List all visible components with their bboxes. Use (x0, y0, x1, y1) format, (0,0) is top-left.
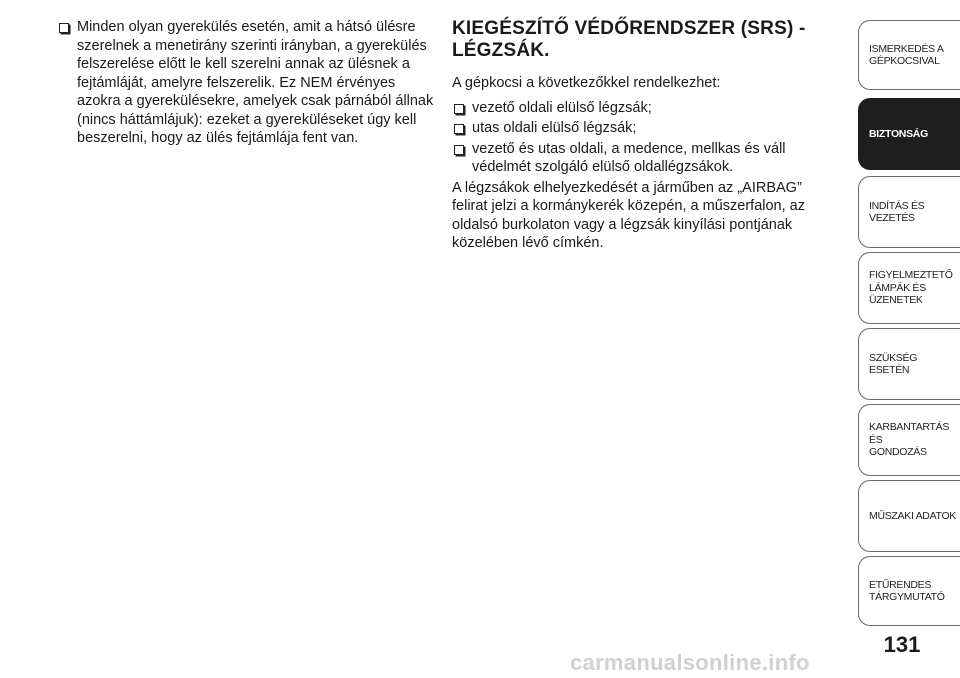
tab-karbantartas[interactable] (858, 404, 960, 476)
chapter-sidebar (858, 0, 960, 678)
tab-figyelmezteto[interactable] (858, 252, 960, 324)
tab-label: ISMERKEDÉS A GÉPKOCSIVAL (869, 42, 944, 67)
checkbox-bullet-icon (59, 23, 69, 33)
bullet-item (452, 119, 834, 138)
bullet-text: vezető és utas oldali, a medence, mellkas és váll védelmét szolgáló elülső oldallégzsákok. (472, 140, 786, 175)
right-column (452, 18, 834, 259)
watermark: carmanualsonline.info (570, 650, 810, 675)
bullet-item (452, 140, 834, 177)
tab-label: MŰSZAKI ADATOK (869, 509, 957, 522)
checkbox-bullet-icon (454, 104, 464, 114)
tab-label: FIGYELMEZTETŐ LÁMPÁK ÉS ÜZENETEK (869, 269, 953, 307)
tab-label: KARBANTARTÁS ÉS GONDOZÁS (869, 421, 950, 459)
tab-inditas[interactable] (858, 176, 960, 248)
tab-label: ETŰRENDES TÁRGYMUTATÓ (869, 578, 945, 603)
page-number: 131 (883, 632, 921, 657)
left-column (57, 18, 437, 150)
bullet-item (452, 99, 834, 118)
tab-label: BIZTONSÁG (869, 127, 928, 140)
tab-biztonsag[interactable] (858, 98, 960, 170)
tab-targymutato[interactable] (858, 556, 960, 626)
intro-text: A gépkocsi a következőkkel rendelkezhet: (452, 75, 721, 91)
checkbox-bullet-icon (454, 145, 464, 155)
section-heading: KIEGÉSZÍTŐ VÉDŐRENDSZER (SRS) - LÉGZSÁK. (452, 18, 806, 61)
bullet-item (57, 18, 437, 148)
tab-label: SZÜKSÉG ESETÉN (869, 351, 918, 376)
airbag-location-paragraph: A légzsákok elhelyezkedését a járműben az „AIRBAG” felirat jelzi a kormánykerék közepén, a műszerfalon, az oldalsó burkolaton vagy a légzsák kinyílási pontjának közelében lévő címkén. (452, 179, 805, 251)
tab-szukseg[interactable] (858, 328, 960, 400)
bullet-text: Minden olyan gyerekülés esetén, amit a hátsó ülésre szerelnek a menetirány szerinti irányban, a gyerekülés felszerelése előtt le kell szerelni annak az ülésnek a fejtámláját, amelyre felszerelik. Ez NEM érvényes azokra a gyerekülésekre, amelyek csak párnából állnak (nincs háttámlájuk): ezeket a gyereküléseket úgy kell beszerelni, hogy az ülés fejtámlája fent van. (77, 19, 434, 146)
tab-label: INDÍTÁS ÉS VEZETÉS (869, 199, 925, 224)
tab-muszaki[interactable] (858, 480, 960, 552)
tab-ismerkedes[interactable] (858, 20, 960, 90)
bullet-text: vezető oldali elülső légzsák; (472, 99, 652, 116)
bullet-text: utas oldali elülső légzsák; (472, 120, 637, 136)
checkbox-bullet-icon (454, 124, 464, 134)
